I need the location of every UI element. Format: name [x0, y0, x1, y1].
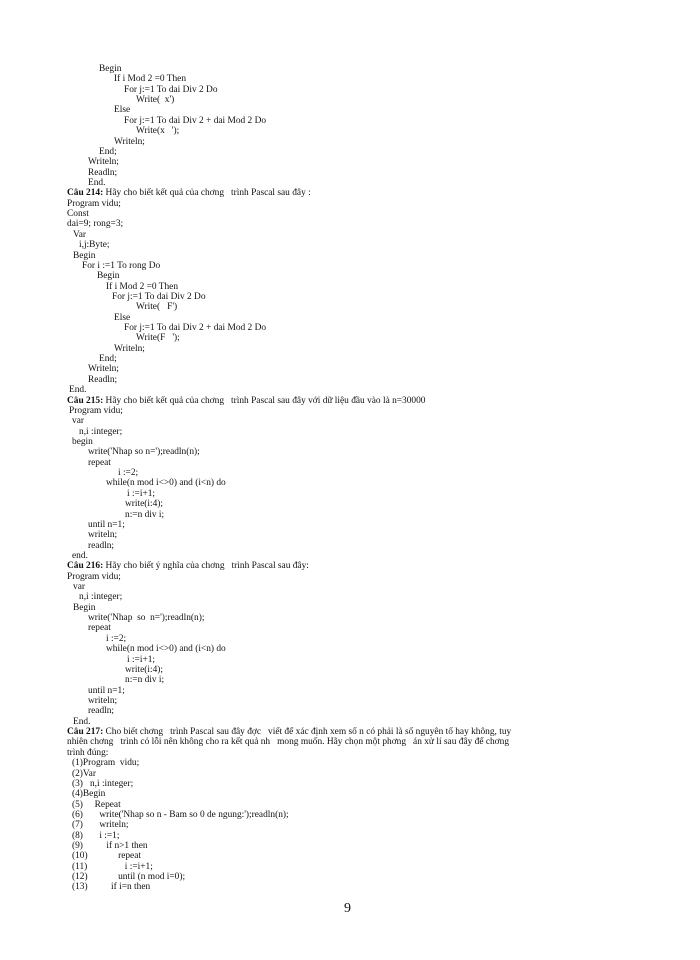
- line-text: Var: [73, 229, 87, 240]
- line-text: end.: [72, 550, 88, 561]
- text-line: [88, 613, 204, 623]
- text-line: [114, 74, 186, 84]
- text-line: [106, 644, 226, 654]
- text-line: [67, 199, 121, 209]
- text-line: [72, 551, 88, 561]
- text-line: [114, 105, 130, 115]
- text-line: [73, 717, 90, 727]
- text-line: [136, 302, 177, 312]
- line-text: until n=1;: [88, 685, 125, 696]
- line-text: End.: [73, 716, 91, 727]
- line-text: (7) writeln;: [72, 820, 129, 831]
- text-line: [67, 209, 89, 219]
- line-text: For i :=1 To rong Do: [82, 260, 161, 271]
- text-line: [125, 665, 163, 675]
- line-text: writeln;: [88, 530, 118, 541]
- line-text: readln;: [88, 706, 115, 717]
- text-line: [118, 468, 138, 478]
- line-text: write(i:4);: [125, 499, 164, 510]
- text-line: [88, 520, 125, 530]
- line-text: Hãy cho biết kết quả của chơng trình Pascal sau đây :: [103, 188, 311, 199]
- text-line: [88, 447, 200, 457]
- line-text: i :=2;: [106, 633, 127, 644]
- text-line: [72, 779, 133, 789]
- line-text: (4)Begin: [72, 789, 106, 800]
- line-text: For j:=1 To dai Div 2 Do: [112, 291, 206, 302]
- line-text: (10) repeat: [72, 851, 141, 862]
- text-line: [72, 800, 121, 810]
- line-text: If i Mod 2 =0 Then: [114, 74, 187, 85]
- text-line: [88, 364, 119, 374]
- question-number: Câu 216:: [67, 561, 104, 572]
- text-line: [136, 95, 174, 105]
- line-text: Hãy cho biết ý nghĩa của chơng trình Pascal sau đây:: [103, 561, 309, 572]
- text-line: [72, 789, 105, 799]
- question-line: [67, 561, 309, 571]
- text-line: [72, 851, 141, 861]
- text-line: [88, 375, 117, 385]
- line-text: (5) Repeat: [72, 799, 121, 810]
- line-text: i :=i+1;: [127, 654, 156, 665]
- line-text: (3) n,i :integer;: [72, 778, 134, 789]
- line-text: i,j:Byte;: [79, 240, 110, 251]
- line-text: write('Nhap so n=');readln(n);: [88, 613, 205, 624]
- text-line: [127, 655, 155, 665]
- text-line: [99, 147, 117, 157]
- line-text: n:=n div i;: [125, 675, 165, 686]
- line-text: (9) if n>1 then: [72, 841, 148, 851]
- line-text: Writeln;: [88, 157, 119, 168]
- text-line: [67, 748, 108, 758]
- text-line: [125, 510, 164, 520]
- text-line: [124, 85, 218, 95]
- text-line: [88, 686, 125, 696]
- text-line: [79, 592, 122, 602]
- text-line: [124, 116, 266, 126]
- line-text: Readln;: [88, 167, 118, 178]
- text-line: [79, 427, 122, 437]
- text-line: [88, 623, 111, 633]
- text-line: [72, 882, 150, 892]
- question-line: [67, 188, 311, 198]
- text-line: [114, 344, 145, 354]
- line-text: Else: [114, 312, 131, 323]
- line-text: (2)Var: [72, 768, 96, 779]
- text-line: [88, 157, 119, 167]
- line-text: Begin: [73, 250, 96, 261]
- question-line: [67, 396, 426, 406]
- text-line: [125, 675, 164, 685]
- line-text: begin: [72, 437, 93, 447]
- text-line: [79, 240, 109, 250]
- line-text: nhiên chơng trình có lỗi nên không cho ra kết quả nh mong muốn. Hãy chọn một phơng án xử lí sau đây để chơng: [67, 737, 510, 748]
- line-text: while(n mod i<>0) and (i<n) do: [106, 478, 226, 489]
- text-line: [73, 251, 95, 261]
- text-line: [72, 437, 93, 447]
- text-line: [72, 820, 129, 830]
- question-line: [67, 727, 511, 737]
- line-text: Write(x ');: [136, 126, 180, 137]
- text-line: [136, 126, 179, 136]
- line-text: For j:=1 To dai Div 2 + dai Mod 2 Do: [124, 115, 267, 126]
- text-line: [72, 872, 185, 882]
- line-text: Program vidu;: [67, 198, 121, 209]
- question-number: Câu 217:: [67, 727, 104, 737]
- text-line: [88, 530, 117, 540]
- line-text: (12) until (n mod i=0);: [72, 872, 186, 883]
- text-line: [97, 271, 119, 281]
- line-text: Program vidu;: [67, 571, 121, 582]
- line-text: Begin: [97, 271, 120, 282]
- line-text: For j:=1 To dai Div 2 Do: [124, 84, 218, 95]
- text-line: [88, 178, 105, 188]
- text-line: [73, 603, 95, 613]
- line-text: End;: [99, 146, 117, 157]
- text-line: [82, 261, 160, 271]
- line-text: n,i :integer;: [79, 426, 123, 437]
- line-text: writeln;: [88, 696, 118, 706]
- line-text: Write(F ');: [136, 333, 180, 344]
- text-line: [99, 354, 117, 364]
- line-text: Readln;: [88, 374, 118, 385]
- line-text: trình đúng:: [67, 747, 109, 758]
- line-text: repeat: [88, 457, 111, 468]
- line-text: write(i:4);: [125, 664, 164, 675]
- text-line: [124, 323, 266, 333]
- text-line: [88, 706, 114, 716]
- line-text: i :=i+1;: [127, 488, 156, 499]
- line-text: End.: [69, 385, 87, 396]
- text-line: [127, 489, 155, 499]
- line-text: while(n mod i<>0) and (i<n) do: [106, 644, 226, 655]
- line-text: n,i :integer;: [79, 592, 123, 603]
- text-line: [73, 582, 85, 592]
- line-text: Hãy cho biết kết quả của chơng trình Pascal sau đây với dữ liệu đầu vào là n=30000: [103, 395, 426, 406]
- line-text: Begin: [99, 64, 122, 74]
- line-text: Const: [67, 209, 89, 219]
- line-text: (11) i :=i+1;: [72, 861, 153, 872]
- line-text: (13) if i=n then: [72, 882, 151, 893]
- line-text: Cho biết chơng trình Pascal sau đây đợc viết để xác định xem số n có phải là số nguyên tố hay không, tuy: [103, 727, 512, 737]
- text-line: [99, 64, 121, 74]
- line-text: var: [73, 582, 85, 592]
- text-line: [73, 230, 86, 240]
- text-line: [88, 458, 111, 468]
- text-line: [106, 478, 226, 488]
- line-text: For j:=1 To dai Div 2 + dai Mod 2 Do: [124, 323, 267, 333]
- line-text: i :=2;: [118, 468, 139, 478]
- line-text: Writeln;: [114, 136, 145, 147]
- line-text: until n=1;: [88, 519, 125, 530]
- text-line: [67, 572, 121, 582]
- line-text: repeat: [88, 623, 111, 634]
- line-text: (6) write('Nhap so n - Bam so 0 de ngung:');readln(n);: [72, 809, 289, 820]
- text-line: [106, 282, 178, 292]
- text-line: [114, 313, 130, 323]
- line-text: Else: [114, 105, 131, 116]
- text-line: [72, 810, 289, 820]
- line-text: (8) i :=1;: [72, 830, 120, 841]
- line-text: dai=9; rong=3;: [67, 219, 124, 230]
- text-line: [67, 737, 509, 747]
- text-line: [72, 841, 148, 851]
- line-text: n:=n div i;: [125, 509, 165, 520]
- line-text: End.: [88, 178, 106, 188]
- line-text: Write( x'): [136, 95, 175, 106]
- text-line: [72, 769, 96, 779]
- text-line: [72, 831, 119, 841]
- text-line: [88, 696, 117, 706]
- line-text: If i Mod 2 =0 Then: [106, 281, 179, 292]
- text-line: [69, 385, 86, 395]
- line-text: var: [72, 416, 84, 427]
- page-number: 9: [344, 901, 351, 916]
- text-line: [69, 406, 123, 416]
- line-text: readln;: [88, 540, 115, 551]
- question-number: Câu 215:: [67, 395, 104, 406]
- text-line: [67, 219, 123, 229]
- line-text: Writeln;: [114, 343, 145, 354]
- line-text: write('Nhap so n=');readln(n);: [88, 447, 200, 458]
- line-text: End;: [99, 354, 117, 365]
- text-line: [88, 541, 114, 551]
- text-line: [88, 168, 117, 178]
- text-line: [106, 634, 126, 644]
- line-text: Writeln;: [88, 364, 119, 375]
- text-line: [114, 137, 145, 147]
- text-line: [112, 292, 206, 302]
- text-line: [72, 758, 139, 768]
- question-number: Câu 214:: [67, 188, 104, 199]
- line-text: Write( F'): [136, 302, 178, 313]
- text-line: [72, 416, 84, 426]
- line-text: Begin: [73, 602, 96, 613]
- text-line: [136, 333, 180, 343]
- line-text: (1)Program vidu;: [72, 758, 140, 769]
- text-line: [125, 499, 163, 509]
- line-text: Program vidu;: [69, 405, 123, 416]
- text-line: [72, 862, 153, 872]
